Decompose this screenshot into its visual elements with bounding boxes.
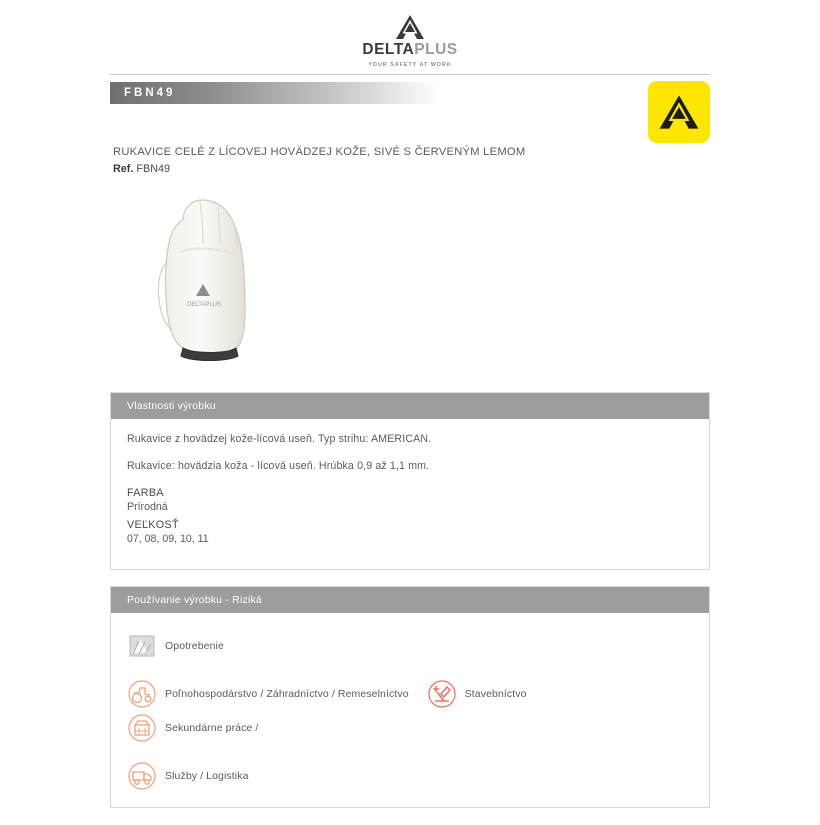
risk-item-abrasion: [127, 631, 224, 661]
properties-panel-header: Vlastnosti výrobku: [111, 393, 709, 419]
property-label: VEĽKOSŤ: [127, 519, 179, 531]
abrasion-icon: [127, 631, 157, 661]
product-reference: [113, 163, 170, 175]
delta-triangle-icon: [395, 14, 425, 40]
properties-panel: [110, 392, 710, 570]
risk-row: [127, 631, 693, 665]
factory-secondary-icon: [127, 713, 157, 743]
ref-banner: [110, 82, 440, 104]
brand-name-accent: PLUS: [414, 41, 458, 58]
risk-label: Služby / Logistika: [165, 770, 249, 782]
property-line: Rukavice: hovädzia koža - lícová useň. Hrúbka 0,9 až 1,1 mm.: [127, 460, 430, 472]
delta-triangle-icon: [658, 94, 700, 130]
property-value: Prírodná: [127, 501, 168, 513]
property-value: 07, 08, 09, 10, 11: [127, 533, 209, 545]
brand-name-main: DELTA: [362, 41, 415, 58]
risk-item-secondary: [127, 713, 258, 743]
services-logistics-icon: [127, 761, 157, 791]
product-reference-prefix: Ref.: [113, 163, 134, 175]
risk-label: Sekundárne práce /: [165, 722, 259, 734]
ref-banner-label: FBN49: [124, 87, 176, 99]
property-label: FARBA: [127, 487, 164, 499]
risk-label: Opotrebenie: [165, 640, 224, 652]
brand-tagline: YOUR SAFETY AT WORK: [368, 62, 452, 68]
risks-panel-body: [111, 613, 709, 825]
risks-panel: [110, 586, 710, 808]
glove-product-photo: [150, 192, 260, 367]
risk-item-services: [127, 761, 249, 791]
brand-logo: [0, 14, 820, 68]
header-divider: [110, 74, 710, 75]
construction-tools-icon: [427, 679, 457, 709]
property-group-color: [127, 487, 693, 513]
svg-text:DELTAPLUS: DELTAPLUS: [187, 302, 222, 308]
risk-label: Stavebníctvo: [464, 688, 527, 700]
risk-row: [127, 679, 693, 747]
page-title: RUKAVICE CELÉ Z LÍCOVEJ HOVÄDZEJ KOŽE, SIVÉ S ČERVENÝM LEMOM: [113, 146, 526, 158]
risk-item-agriculture: [127, 679, 409, 709]
risk-item-construction: [427, 679, 527, 709]
product-reference-value: FBN49: [136, 163, 171, 175]
risk-row: [127, 761, 693, 795]
risks-panel-header: Používanie výrobku - Riziká: [111, 587, 709, 613]
risk-label: Poľnohospodárstvo / Záhradníctvo / Remeselníctvo: [165, 688, 409, 700]
properties-panel-body: [111, 419, 709, 569]
brand-yellow-badge: [648, 81, 710, 143]
tractor-agriculture-icon: [127, 679, 157, 709]
property-group-size: [127, 519, 693, 545]
brand-name: [362, 41, 457, 59]
property-line: Rukavice z hovädzej kože-lícová useň. Typ strihu: AMERICAN.: [127, 433, 432, 445]
